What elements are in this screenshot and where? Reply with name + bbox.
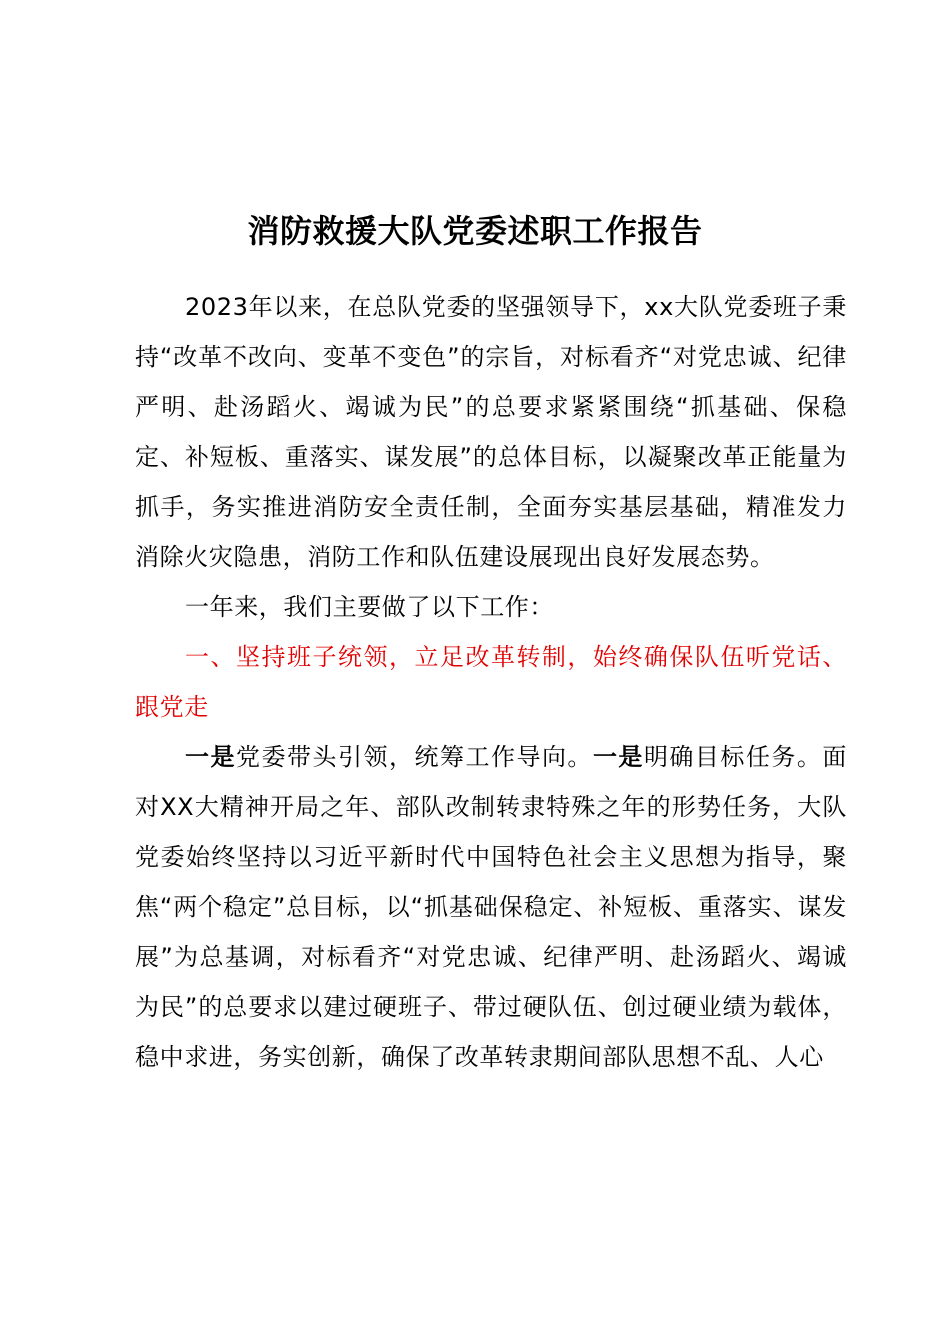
paragraph-summary-lead: 一年来，我们主要做了以下工作：	[185, 593, 554, 621]
paragraph-text-2: 明确目标任务。面对XX大精神开局之年、部队改制转隶特殊之年的形势任务，大队党委始终坚持以习近平新时代中国特色社会主义思想为指导，聚焦“两个稳定”总目标，以“抓基础保稳定、补短板、重落实、谋发展”为总基调，对标看齐“对党忠诚、纪律严明、赴汤蹈火、竭诚为民”的总要求以建过硬班子、带过硬队伍、创过硬业绩为载体，稳中求进，务实创新，确保了改革转隶期间部队思想不乱、人心	[135, 743, 848, 1071]
paragraph-text-1: 党委带头引领，统筹工作导向。	[236, 743, 593, 771]
paragraph-intro: 2023年以来，在总队党委的坚强领导下，xx大队党委班子秉持“改革不改向、变革不变色”的宗旨，对标看齐“对党忠诚、纪律严明、赴汤蹈火、竭诚为民”的总要求紧紧围绕“抓基础、保稳定、补短板、重落实、谋发展”的总体目标，以凝聚改革正能量为抓手，务实推进消防安全责任制，全面夯实基层基础，精准发力消除火灾隐患，消防工作和队伍建设展现出良好发展态势。	[135, 293, 847, 571]
paragraph-section-1-body	[135, 732, 847, 1082]
section-heading-1: 一、坚持班子统领，立足改革转制，始终确保队伍听党话、跟党走	[135, 643, 847, 721]
document-title: 消防救援大队党委述职工作报告	[247, 212, 703, 250]
bold-lead-2: 一是	[592, 743, 644, 771]
document-body	[135, 282, 847, 1082]
bold-lead-1: 一是	[185, 743, 236, 771]
